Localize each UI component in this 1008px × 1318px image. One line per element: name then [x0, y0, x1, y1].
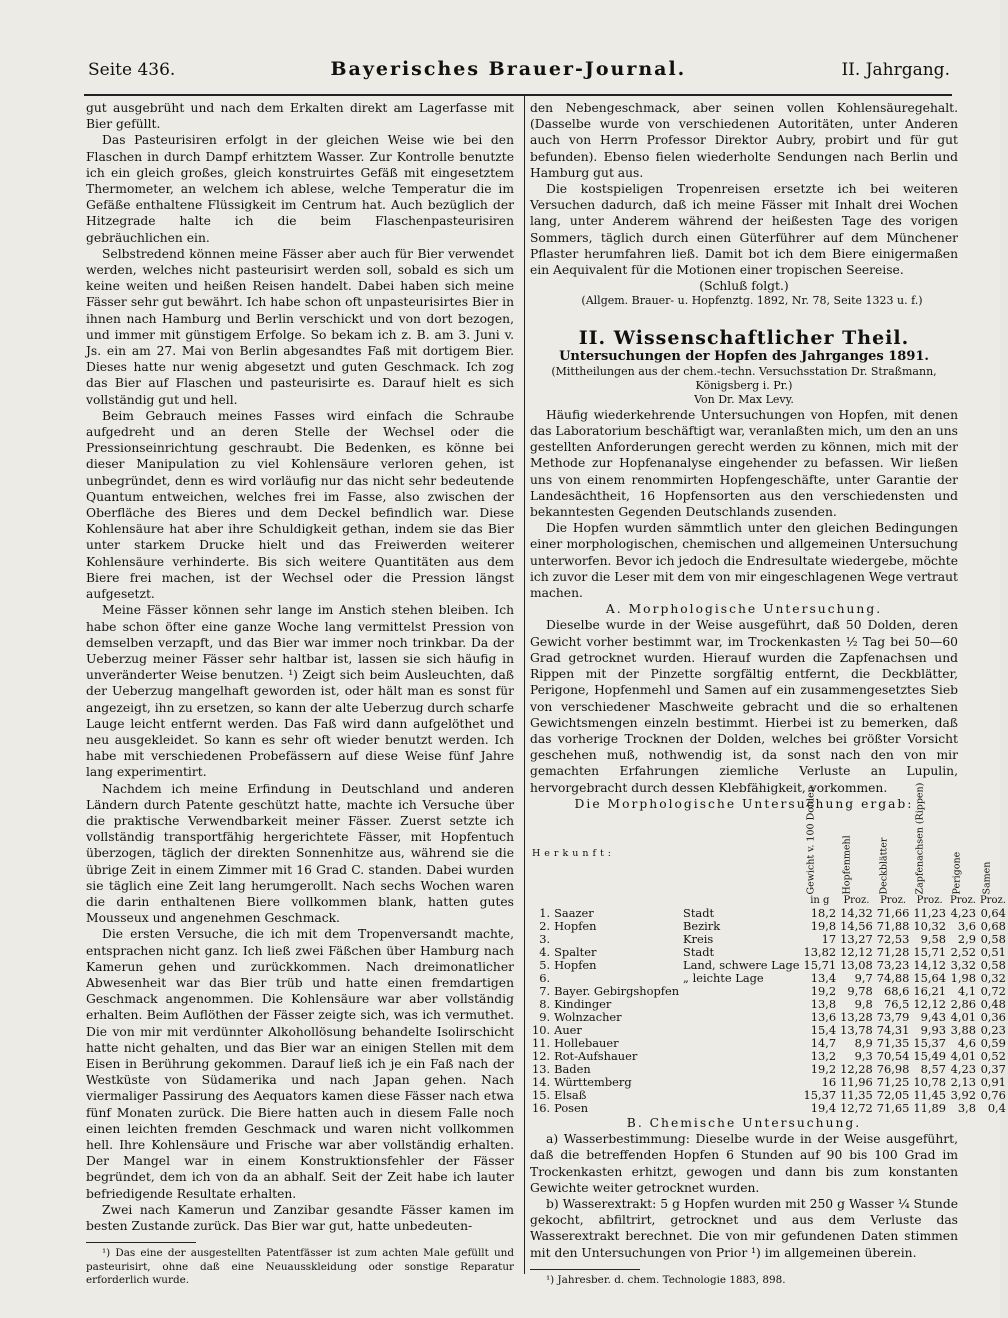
column-divider: [524, 96, 525, 1274]
table-cell: 11,96: [840, 1074, 873, 1089]
table-cell: 14.: [532, 1074, 551, 1089]
table-cell: 15,4: [810, 1022, 837, 1037]
table-cell: 9,93: [920, 1022, 946, 1037]
table-cell: 15,71: [913, 944, 946, 959]
table-cell: 3,88: [950, 1022, 976, 1037]
table-cell: 71,65: [876, 1100, 910, 1115]
footnote-rule: [530, 1269, 640, 1270]
table-cell: 15,37: [913, 1035, 946, 1050]
table-cell: 2,9: [957, 931, 976, 946]
table-row: [530, 920, 1008, 933]
paragraph: den Nebengeschmack, aber seinen vollen Kohlensäuregehalt. (Dasselbe wurde von verschiedenen Autoritäten, unter Anderen auch von Herrn Professor Direktor Aubry, probirt und für gut befunden). Ebenso fielen wiederholte Sendungen nach Berlin und Hamburg gut aus.: [530, 101, 958, 180]
table-cell: 74,31: [876, 1022, 910, 1037]
table-cell: 76,98: [876, 1061, 910, 1076]
paragraph: a) Wasserbestimmung: Dieselbe wurde in der Weise ausgeführt, daß die betreffenden Hopfen 6 Stunden auf 90 bis 100 Grad im Trockenkasten erhitzt, gewogen und dann bis zum konstanten Gewichte weiter getrocknet wurden.: [530, 1132, 958, 1195]
table-row: [530, 933, 1008, 946]
table-cell: Hopfen: [554, 918, 597, 933]
table-cell: 9,78: [847, 983, 873, 998]
table-cell: Baden: [554, 1061, 591, 1076]
table-cell: [681, 1102, 801, 1115]
table-cell: 0,58: [980, 931, 1006, 946]
table-cell: 71,88: [876, 918, 910, 933]
table-cell: „ leichte Lage: [683, 970, 764, 985]
table-cell: 0,23: [980, 1022, 1006, 1037]
table-cell: 73,23: [876, 957, 910, 972]
table-cell: Hopfen: [554, 957, 597, 972]
table-cell: Bezirk: [683, 918, 721, 933]
table-cell: 0,58: [980, 957, 1006, 972]
section-title: II. Wissenschaftlicher Theil.: [578, 327, 910, 350]
page-number: Seite 436.: [88, 60, 176, 80]
paragraph: Dieselbe wurde in der Weise ausgeführt, daß 50 Dolden, deren Gewicht vorher bestimmt war, im Trockenkasten ½ Tag bei 50—60 Grad getrocknet wurden. Hierauf wurden die Zapfenachsen und Rippen mit der Pinzette sorgfältig entfernt, die Deckblätter, Perigone, Hopfenmehl und Samen auf ein zusammengesetztes Sieb von verschiedener Maschweite gebracht und die so erhaltenen Gewichtsmengen einzeln bestimmt. Hierbei ist zu bemerken, daß das vorherige Trocknen der Dolden, welches bei größter Vorsicht geschehen muß, nothwendig ist, da sonst nach den von mir gemachten Erfahrungen ziemliche Verluste an Lupulin, hervorgebracht durch dessen Klebfähigkeit, vorkommen.: [530, 618, 958, 795]
table-cell: 70,54: [876, 1048, 910, 1063]
table-cell: Auer: [554, 1022, 582, 1037]
table-cell: 3,8: [957, 1100, 976, 1115]
table-header-row: [530, 814, 1008, 894]
table-cell: 13,08: [840, 957, 873, 972]
table-cell: 12,72: [840, 1100, 873, 1115]
table-cell: Stadt: [683, 944, 715, 959]
table-cell: 13,2: [810, 1048, 837, 1063]
table-cell: Rot-Aufshauer: [554, 1048, 638, 1063]
table-cell: 11.: [532, 1035, 551, 1050]
table-cell: 11,23: [913, 905, 946, 920]
table-cell: 3.: [539, 931, 551, 946]
paragraph: Das Pasteurisiren erfolgt in der gleichen Weise wie bei den Flaschen in durch Dampf erhitztem Wasser. Zur Kontrolle benutzte ich ein gleich großes, gleich konstruirtes Gefäß mit eingesetztem Thermometer, an welchem ich ablese, welche Temperatur die im Gefäße enthaltene Flüssigkeit im Centrum hat. Auch bezüglich der Hitzegrade halte ich die beim Flaschenpasteurisiren gebräuchlichen ein.: [86, 133, 514, 245]
table-cell: 0,91: [980, 1074, 1006, 1089]
table-cell: 1.: [539, 905, 551, 920]
table-cell: Posen: [554, 1100, 589, 1115]
table-cell: [681, 1050, 801, 1063]
table-cell: [552, 972, 681, 985]
table-cell: 0,76: [980, 1087, 1006, 1102]
table-cell: Stadt: [683, 905, 715, 920]
column-header: Zapfenachsen (Rippen): [914, 782, 926, 895]
paragraph: Die Hopfen wurden sämmtlich unter den gleichen Bedingungen einer morphologischen, chemischen und allgemeinen Untersuchung unterworfen. Bevor ich jedoch die Endresultate wiedergebe, möchte ich zuvor die Leser mit dem von mir eingeschlagenen Wege vertraut machen.: [530, 521, 958, 601]
source-citation: (Allgem. Brauer- u. Hopfenztg. 1892, Nr. 78, Seite 1323 u. f.): [581, 294, 923, 308]
table-cell: 15,71: [803, 957, 837, 972]
table-caption: Die Morphologische Untersuchung ergab:: [574, 796, 914, 811]
table-cell: Hollebauer: [554, 1035, 619, 1050]
table-cell: 11,35: [840, 1087, 873, 1102]
table-cell: 4,01: [950, 1048, 976, 1063]
table-cell: 0,4: [987, 1100, 1006, 1115]
table-cell: 15,49: [913, 1048, 946, 1063]
table-cell: 13,27: [840, 931, 873, 946]
table-row: [530, 1089, 1008, 1102]
table-cell: 10,32: [913, 918, 946, 933]
herkunft-header: Herkunft:: [532, 848, 615, 860]
table-row: [530, 1024, 1008, 1037]
table-cell: 11,45: [913, 1087, 946, 1102]
unit-label: in g: [810, 894, 830, 906]
table-row: [530, 1011, 1008, 1024]
table-cell: 19,2: [810, 983, 837, 998]
header-rule: [84, 94, 952, 96]
article-author: Von Dr. Max Levy.: [694, 392, 794, 406]
table-cell: 10.: [532, 1022, 551, 1037]
table-cell: 72,53: [876, 931, 910, 946]
table-cell: 12.: [532, 1048, 551, 1063]
table-cell: 71,28: [876, 944, 910, 959]
table-cell: 71,35: [876, 1035, 910, 1050]
table-cell: 7.: [539, 983, 551, 998]
table-cell: Wolnzacher: [554, 1009, 622, 1024]
table-cell: 0,51: [980, 944, 1006, 959]
unit-label: Proz.: [843, 894, 870, 906]
table-units-row: [530, 894, 1008, 907]
column-header: Gewicht v. 100 Dolden: [805, 786, 817, 895]
table-cell: 0,52: [980, 1048, 1006, 1063]
table-cell: 0,72: [980, 983, 1006, 998]
table-cell: 19,4: [810, 1100, 837, 1115]
journal-title: Bayerisches Brauer-Journal.: [330, 58, 687, 80]
table-cell: 13,78: [840, 1022, 873, 1037]
table-cell: 5.: [539, 957, 551, 972]
unit-label: Proz.: [979, 894, 1006, 906]
table-cell: 72,05: [876, 1087, 910, 1102]
table-cell: 3,92: [950, 1087, 976, 1102]
table-cell: Spalter: [554, 944, 597, 959]
table-cell: 15,37: [803, 1087, 837, 1102]
table-cell: 2.: [539, 918, 551, 933]
table-cell: [681, 985, 801, 998]
table-cell: 18,2: [810, 905, 837, 920]
table-cell: 0,59: [980, 1035, 1006, 1050]
table-cell: 4,6: [957, 1035, 976, 1050]
column-header: Deckblätter: [878, 837, 890, 895]
heading-b: B. Chemische Untersuchung.: [626, 1115, 862, 1130]
table-cell: 2,52: [950, 944, 976, 959]
table-row: [530, 907, 1008, 920]
table-cell: 14,32: [840, 905, 873, 920]
table-cell: 12,12: [913, 996, 946, 1011]
table-cell: 4,23: [950, 905, 976, 920]
paragraph: Selbstredend können meine Fässer aber auch für Bier verwendet werden, welches nicht pasteurisirt werden soll, sobald es sich um keine weiten und heißen Reisen handelt. Dabei haben sich meine Fässer sehr gut bewährt. Ich habe schon oft unpasteurisirtes Bier in ihnen nach Hamburg und Berlin verschickt und von dort bezogen, und immer mit günstigem Erfolge. So bekam ich z. B. am 3. Juni v. Js. ein am 27. Mai von Berlin abgesandtes Faß mit dortigem Bier. Dieses hatte nur wenig abgesetzt und guten Geschmack. Ich zog das Bier auf Flaschen und pasteurisirte es. Darauf hielt es sich vollständig gut und hell.: [86, 246, 514, 407]
table-row: [530, 1050, 1008, 1063]
table-row: [530, 1063, 1008, 1076]
footnote: ¹) Jahresber. d. chem. Technologie 1883, 898.: [546, 1273, 786, 1286]
paragraph: Die ersten Versuche, die ich mit dem Tropenversandt machte, entsprachen nicht ganz. Ich ließ zwei Fäßchen über Hamburg nach Kamerun gehen und zurückkommen. Nach dreimonatlicher Abwesenheit war das Bier trüb und hatte einen fremdartigen Geschmack angenommen. Die Kohlensäure war aber vollständig erhalten. Beim Auflöthen der Fässer zeigte sich, was ich vermuthet. Die von mir mit verdünnter Alkohollösung behandelte Isolirschicht hatte nicht gehalten, und das Bier war an einigen Stellen mit dem Eisen in Berührung gekommen. Darauf ließ ich je ein Faß nach der Westküste von Südamerika und nach Japan gehen. Nach viermaliger Passirung des Aequators kamen diese Fässer nach etwa fünf Monaten zurück. Die Biere hatten auch in diesem Falle noch einen leichten fremden Geschmack und waren nicht vollkommen hell. Ihre Kohlensäure und Frische war aber vollständig erhalten. Der Mangel war in einem Konstruktionsfehler der Fässer begründet, dem ich von da an abhalf. Seit der Zeit habe ich lauter befriedigende Resultate erhalten.: [86, 927, 514, 1201]
unit-label: Proz.: [916, 894, 943, 906]
table-cell: 13,82: [803, 944, 837, 959]
table-cell: 13.: [532, 1061, 551, 1076]
table-cell: 9,58: [920, 931, 946, 946]
table-cell: 4,1: [957, 983, 976, 998]
paragraph: Zwei nach Kamerun und Zanzibar gesandte Fässer kamen im besten Zustande zurück. Das Bier war gut, hatte unbedeuten-: [86, 1202, 514, 1234]
table-cell: [681, 1076, 801, 1089]
table-cell: 0,64: [980, 905, 1006, 920]
table-cell: 73,79: [876, 1009, 910, 1024]
paragraph: b) Wasserextrakt: 5 g Hopfen wurden mit 250 g Wasser ¼ Stunde gekocht, abfiltrirt, getrocknet und aus dem Verluste das Wasserextrakt berechnet. Die von mir gefundenen Daten stimmen mit den Untersuchungen von Prior ¹) im allgemeinen überein.: [530, 1196, 958, 1260]
paragraph: Häufig wiederkehrende Untersuchungen von Hopfen, mit denen das Laboratorium beschäftigt war, veranlaßten mich, um den an uns gestellten Anforderungen gerecht werden zu können, mich mit der Methode zur Hopfenanalyse eingehender zu befassen. Wir ließen uns von einem renommirten Hopfengeschäfte, unter Garantie der Landesächtheit, 16 Hopfensorten aus den verschiedensten und bekanntesten Gegenden Deutschlands zusenden.: [530, 407, 958, 520]
table-cell: 16: [821, 1074, 837, 1089]
table-cell: 71,66: [876, 905, 910, 920]
table-row: [530, 1102, 1008, 1115]
table-cell: 14,56: [840, 918, 873, 933]
table-cell: 17: [821, 931, 837, 946]
table-cell: 4.: [539, 944, 551, 959]
table-cell: 9,3: [854, 1048, 873, 1063]
table-row: [530, 972, 1008, 985]
table-cell: 3,6: [957, 918, 976, 933]
table-cell: 13,6: [810, 1009, 837, 1024]
table-cell: 2,86: [950, 996, 976, 1011]
paragraph: Meine Fässer können sehr lange im Anstich stehen bleiben. Ich habe schon öfter eine ganze Woche lang vermittelst Pression von demselben verzapft, und das Bier war immer noch trinkbar. Da der Ueberzug meiner Fässer sehr haltbar ist, lassen sie sich häufig in unveränderter Weise benutzen. ¹) Zeigt sich beim Ausleuchten, daß der Ueberzug mangelhaft geworden ist, oder hält man es sonst für angezeigt, ihn zu ersetzen, so kann der alte Ueberzug durch scharfe Lauge leicht entfernt werden. Das Faß wird dann aufgelöthet und neu ausgekleidet. So kann es sehr oft wieder benutzt werden. Ich habe mit verschiedenen Probefässern auf diese Weise fünf Jahre lang experimentirt.: [86, 603, 514, 780]
right-column: [530, 100, 1006, 1287]
article-origin: (Mittheilungen aus der chem.-techn. Versuchsstation Dr. Straßmann, Königsberg i. Pr.): [551, 364, 937, 392]
table-cell: Kindinger: [554, 996, 612, 1011]
column-header: Samen: [981, 861, 993, 895]
table-cell: 14,12: [913, 957, 946, 972]
table-cell: Elsaß: [554, 1087, 587, 1102]
table-cell: 0,32: [980, 970, 1006, 985]
table-cell: 13,28: [840, 1009, 873, 1024]
table-cell: 16.: [532, 1100, 551, 1115]
table-cell: 12,12: [840, 944, 873, 959]
paragraph: gut ausgebrüht und nach dem Erkalten direkt am Lagerfasse mit Bier gefüllt.: [86, 101, 514, 132]
table-cell: 3,32: [950, 957, 976, 972]
table-row: [530, 946, 1008, 959]
table-row: [530, 1037, 1008, 1050]
table-cell: 13,4: [810, 970, 837, 985]
table-cell: 8,9: [854, 1035, 873, 1050]
table-cell: 74,88: [876, 970, 910, 985]
table-row: [530, 1076, 1008, 1089]
table-row: [530, 998, 1008, 1011]
page-header: [88, 58, 950, 88]
left-column: [86, 100, 514, 1288]
table-cell: 76,5: [883, 996, 910, 1011]
table-cell: 9,8: [854, 996, 873, 1011]
table-cell: Saazer: [554, 905, 594, 920]
table-cell: [681, 1063, 801, 1076]
unit-label: Proz.: [949, 894, 976, 906]
table-cell: 0,48: [980, 996, 1006, 1011]
table-cell: Bayer. Gebirgshopfen: [554, 983, 680, 998]
table-cell: 9.: [539, 1009, 551, 1024]
table-cell: 9,43: [920, 1009, 946, 1024]
table-cell: 12,28: [840, 1061, 873, 1076]
table-cell: 6.: [539, 970, 551, 985]
footnote-rule: [86, 1242, 196, 1243]
table-cell: [681, 998, 801, 1011]
article-title: Untersuchungen der Hopfen des Jahrganges 1891.: [559, 348, 929, 364]
table-cell: 13,8: [810, 996, 837, 1011]
table-cell: Württemberg: [554, 1074, 632, 1089]
table-cell: 4,23: [950, 1061, 976, 1076]
table-cell: [681, 1011, 801, 1024]
column-header: Hopfenmehl: [841, 835, 853, 895]
table-cell: 1,98: [950, 970, 976, 985]
table-cell: 68,6: [883, 983, 910, 998]
table-cell: Land, schwere Lage: [683, 957, 800, 972]
table-cell: 2,13: [950, 1074, 976, 1089]
table-cell: 0,36: [980, 1009, 1006, 1024]
column-header: Perigone: [951, 851, 963, 895]
table-cell: 0,37: [980, 1061, 1006, 1076]
volume-label: II. Jahrgang.: [841, 60, 950, 80]
table-cell: Kreis: [683, 931, 714, 946]
table-cell: [681, 1024, 801, 1037]
table-cell: 0,68: [980, 918, 1006, 933]
table-cell: 11,89: [913, 1100, 946, 1115]
table-cell: 15.: [532, 1087, 551, 1102]
table-cell: 4,01: [950, 1009, 976, 1024]
table-row: [530, 985, 1008, 998]
table-cell: 71,25: [876, 1074, 910, 1089]
footnote: ¹) Das eine der ausgestellten Patentfässer ist zum achten Male gefüllt und pasteurisirt, ohne daß eine Neuausskleidung oder sonstige Reparatur erforderlich wurde.: [86, 1247, 514, 1287]
continuation-note: (Schluß folgt.): [699, 279, 789, 294]
table-cell: [681, 1089, 801, 1102]
table-cell: 10,78: [913, 1074, 946, 1089]
table-cell: 16,21: [913, 983, 946, 998]
table-row: [530, 959, 1008, 972]
paragraph: Nachdem ich meine Erfindung in Deutschland und anderen Ländern durch Patente geschützt hatte, machte ich Versuche über die praktische Verwendbarkeit meiner Fässer. Zuerst setzte ich vollständig transportfähig hergerichtete Fässer, mit Hopfentuch überzogen, täglich der direkten Sonnenhitze aus, während sie die übrige Zeit in einem Zimmer mit 16 Grad C. standen. Dabei wurden sie täglich eine Zeit lang herumgerollt. Nach sechs Wochen waren die darin enthaltenen Biere vollkommen blank, hatten gutes Mousseux und angenehmen Geschmack.: [86, 781, 514, 926]
unit-label: Proz.: [880, 894, 907, 906]
paragraph: Die kostspieligen Tropenreisen ersetzte ich bei weiteren Versuchen dadurch, daß ich meine Fässer mit Inhalt drei Wochen lang, unter Anderem während der heißesten Tage des vorigen Sommers, täglich durch einen Güterführer auf dem Münchener Pflaster herumfahren ließ. Damit bot ich dem Biere einigermaßen ein Aequivalent für die Motionen einer tropischen Seereise.: [530, 182, 958, 278]
table-cell: 9,7: [854, 970, 873, 985]
table-cell: 8,57: [920, 1061, 946, 1076]
table-cell: 19,8: [810, 918, 837, 933]
table-cell: [552, 933, 681, 946]
table-cell: 8.: [539, 996, 551, 1011]
heading-a: A. Morphologische Untersuchung.: [605, 602, 883, 617]
paragraph: Beim Gebrauch meines Fasses wird einfach die Schraube aufgedreht und an deren Stelle der Wechsel oder die Pressionseinrichtung geschraubt. Die Bedenken, es könne bei dieser Manipulation zu viel Kohlensäure verloren gehen, ist unbegründet, denn es wird vorläufig nur das nicht sehr bedeutende Quantum entweichen, welches frei im Fasse, also zwischen der Oberfläche des Bieres und dem Deckel befindlich war. Diese Kohlensäure hat aber ihre Schuldigkeit gethan, indem sie das Bier unter starkem Drucke hielt und das Freiwerden weiterer Kohlensäure verhinderte. Bis sich weitere Quantitäten aus dem Biere frei machen, ist der Wechsel oder die Pression längst aufgesetzt.: [86, 408, 514, 602]
table-cell: [681, 1037, 801, 1050]
table-cell: 14,7: [810, 1035, 837, 1050]
table-cell: 19,2: [810, 1061, 837, 1076]
table-cell: 15,64: [913, 970, 946, 985]
